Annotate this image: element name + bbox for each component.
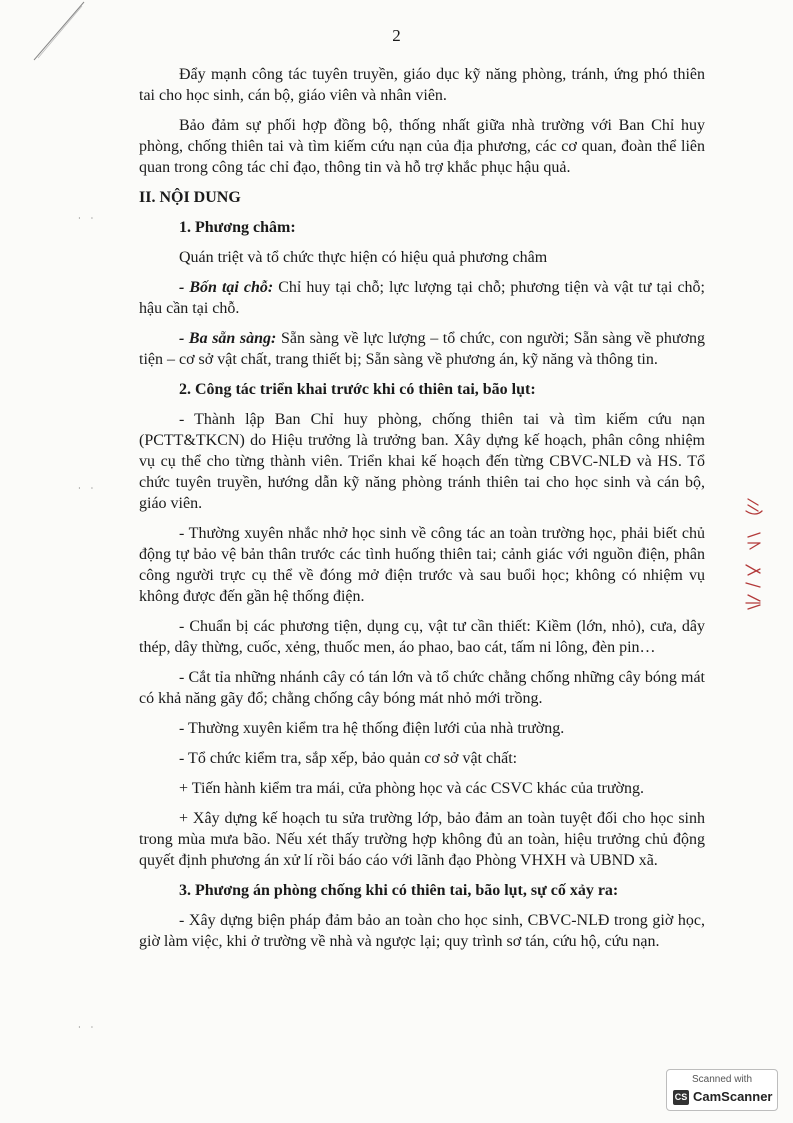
page-number: 2	[392, 26, 401, 45]
list-item: - Thường xuyên kiểm tra hệ thống điện lưới của nhà trường.	[179, 720, 565, 737]
list-item: - Xây dựng biện pháp đảm bảo an toàn cho học sinh, CBVC-NLĐ trong giờ học, giờ làm việc, khi ở trường về nhà và ngược lại; quy trình sơ tán, cứu hộ, cứu nạn.	[139, 912, 705, 950]
list-item: - Chuẩn bị các phương tiện, dụng cụ, vật tư cần thiết: Kiềm (lớn, nhỏ), cưa, dây thép, dây thừng, cuốc, xẻng, thuốc men, áo phao, bao cát, tấm ni lông, đèn pin…	[139, 618, 705, 656]
paragraph: Đẩy mạnh công tác tuyên truyền, giáo dục kỹ năng phòng, tránh, ứng phó thiên tai cho học sinh, cán bộ, giáo viên và nhân viên.	[139, 66, 705, 104]
margin-handwriting	[740, 495, 774, 615]
paragraph: Bảo đảm sự phối hợp đồng bộ, thống nhất giữa nhà trường với Ban Chỉ huy phòng, chống thiên tai và tìm kiếm cứu nạn của địa phương, các cơ quan, đoàn thể liên quan trong công tác chỉ đạo, thông tin và hỗ trợ khắc phục hậu quả.	[139, 117, 705, 176]
scan-dots: · ·	[78, 1023, 98, 1032]
item-lead: - Bốn tại chỗ:	[179, 279, 274, 296]
list-item: + Xây dựng kế hoạch tu sửa trường lớp, bảo đảm an toàn tuyệt đối cho học sinh trong mùa mưa bão. Nếu xét thấy trường hợp không đủ an toàn, hiệu trưởng chủ động quyết định phương án xử lí rồi báo cáo với lãnh đạo Phòng VHXH và UBND xã.	[139, 810, 705, 869]
list-item	[139, 277, 705, 319]
list-item: - Tổ chức kiểm tra, sắp xếp, bảo quản cơ sở vật chất:	[179, 750, 518, 767]
scan-dots: · ·	[78, 484, 98, 493]
document-body	[139, 64, 705, 952]
camscanner-watermark	[666, 1069, 778, 1111]
list-item: - Thường xuyên nhắc nhở học sinh về công tác an toàn trường học, phải biết chủ động tự bảo vệ bản thân trước các tình huống thiên tai; cảnh giác với nguồn điện, phân công người trực cụ thể về đóng mở điện trước và sau buổi học; không có nhiệm vụ không được đến gần hệ thống điện.	[139, 525, 705, 605]
item-lead: - Ba sẵn sàng:	[179, 330, 277, 347]
list-item: - Cắt tỉa những nhánh cây có tán lớn và tổ chức chằng chống những cây bóng mát có khả năng gãy đổ; chằng chống cây bóng mát nhỏ mới trồng.	[139, 669, 705, 707]
camscanner-logo-icon: CS	[673, 1090, 689, 1105]
paragraph: Quán triệt và tổ chức thực hiện có hiệu quả phương châm	[179, 249, 548, 266]
watermark-brand: CamScanner	[693, 1089, 773, 1104]
item-text: Chỉ huy tại chỗ; lực lượng tại chỗ; phương tiện và vật tư tại chỗ; hậu cần tại chỗ.	[139, 279, 706, 317]
list-item: + Tiến hành kiểm tra mái, cửa phòng học và các CSVC khác của trường.	[179, 780, 644, 797]
scan-dots: · ·	[78, 214, 98, 223]
watermark-caption: Scanned with	[691, 1074, 753, 1085]
subsection-heading: 2. Công tác triển khai trước khi có thiên tai, bão lụt:	[179, 381, 536, 398]
list-item: - Thành lập Ban Chỉ huy phòng, chống thiên tai và tìm kiếm cứu nạn (PCTT&TKCN) do Hiệu trưởng là trưởng ban. Xây dựng kế hoạch, phân công nhiệm vụ cụ thể cho từng thành viên. Triển khai kế hoạch đến từng CBVC-NLĐ và HS. Tổ chức tuyên truyền, hướng dẫn kỹ năng phòng tránh thiên tai cho học sinh và cán bộ, giáo viên.	[139, 411, 705, 512]
list-item	[139, 328, 705, 370]
item-text: Sẵn sàng về lực lượng – tổ chức, con người; Sẵn sàng về phương tiện – cơ sở vật chất, trang thiết bị; Sẵn sàng về phương án, kỹ năng và thông tin.	[139, 330, 706, 368]
section-heading: II. NỘI DUNG	[139, 189, 241, 206]
subsection-heading: 1. Phương châm:	[179, 219, 296, 236]
subsection-heading: 3. Phương án phòng chống khi có thiên tai, bão lụt, sự cố xảy ra:	[179, 882, 619, 899]
